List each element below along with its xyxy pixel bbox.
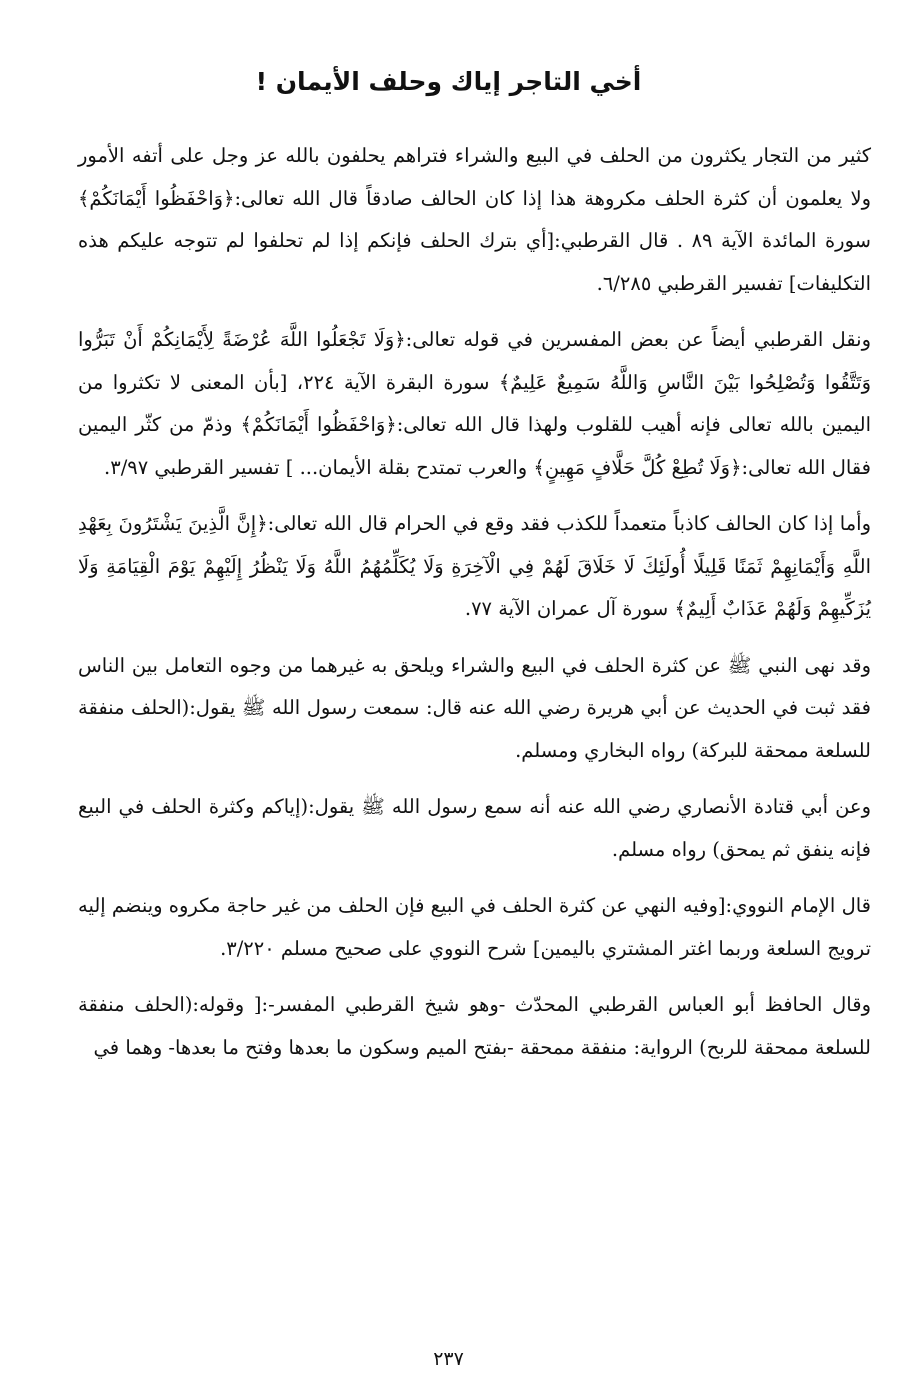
paragraph-5: وعن أبي قتادة الأنصاري رضي الله عنه أنه سمع رسول الله ﷺ يقول:(إياكم وكثرة الحلف في البيع فإنه ينفق ثم يمحق) رواه مسلم. (78, 795, 871, 861)
paragraph-4: وقد نهى النبي ﷺ عن كثرة الحلف في البيع والشراء ويلحق به غيرهما من وجوه التعامل بين الناس فقد ثبت في الحديث عن أبي هريرة رضي الله عنه قال: سمعت رسول الله ﷺ يقول:(الحلف منفقة للسلعة ممحقة للبركة) رواه البخاري ومسلم. (78, 653, 871, 762)
body-text (78, 135, 871, 1087)
paragraph-3: وأما إذا كان الحالف كاذباً متعمداً للكذب فقد وقع في الحرام قال الله تعالى:﴿إِنَّ الَّذِينَ يَشْتَرُونَ بِعَهْدِ اللَّهِ وَأَيْمَانِهِمْ ثَمَنًا قَلِيلًا أُولَئِكَ لَا خَلَاقَ لَهُمْ فِي الْآخِرَةِ وَلَا يُكَلِّمُهُمُ اللَّهُ وَلَا يَنْظُرُ إِلَيْهِمْ يَوْمَ الْقِيَامَةِ وَلَا يُزَكِّيهِمْ وَلَهُمْ عَذَابٌ أَلِيمٌ﴾ سورة آل عمران الآية ٧٧. (78, 512, 871, 620)
page-title: أخي التاجر إياك وحلف الأيمان ! (255, 67, 642, 96)
page-number: ٢٣٧ (433, 1348, 464, 1370)
paragraph-6: قال الإمام النووي:[وفيه النهي عن كثرة الحلف في البيع فإن الحلف من غير حاجة مكروه وينضم إليه ترويج السلعة وربما اغتر المشتري باليمين] شرح النووي على صحيح مسلم ٣/٢٢٠. (78, 894, 871, 960)
paragraph-2: ونقل القرطبي أيضاً عن بعض المفسرين في قوله تعالى:﴿وَلَا تَجْعَلُوا اللَّهَ عُرْضَةً لِأَيْمَانِكُمْ أَنْ تَبَرُّوا وَتَتَّقُوا وَتُصْلِحُوا بَيْنَ النَّاسِ وَاللَّهُ سَمِيعٌ عَلِيمٌ﴾ سورة البقرة الآية ٢٢٤، [بأن المعنى لا تكثروا من اليمين بالله تعالى فإنه أهيب للقلوب ولهذا قال الله تعالى:﴿وَاحْفَظُوا أَيْمَانَكُمْ﴾ وذمّ من كثّر اليمين فقال الله تعالى:﴿وَلَا تُطِعْ كُلَّ حَلَّافٍ مَهِينٍ﴾ والعرب تمتدح بقلة الأيمان... ] تفسير القرطبي ٣/٩٧. (78, 328, 871, 479)
paragraph-1: كثير من التجار يكثرون من الحلف في البيع والشراء فتراهم يحلفون بالله عز وجل على أتفه الأمور ولا يعلمون أن كثرة الحلف مكروهة هذا إذا كان الحالف صادقاً قال الله تعالى:﴿وَاحْفَظُوا أَيْمَانَكُمْ﴾ سورة المائدة الآية ٨٩ . قال القرطبي:[أي بترك الحلف فإنكم إذا لم تحلفوا لم تتوجه عليكم هذه التكليفات] تفسير القرطبي ٦/٢٨٥. (78, 144, 871, 295)
paragraph-7: وقال الحافظ أبو العباس القرطبي المحدّث -وهو شيخ القرطبي المفسر-:[ وقوله:(الحلف منفقة للسلعة ممحقة للربح) الرواية: منفقة ممحقة -بفتح الميم وسكون ما بعدها وفتح ما بعدها- وهما في (78, 993, 871, 1059)
